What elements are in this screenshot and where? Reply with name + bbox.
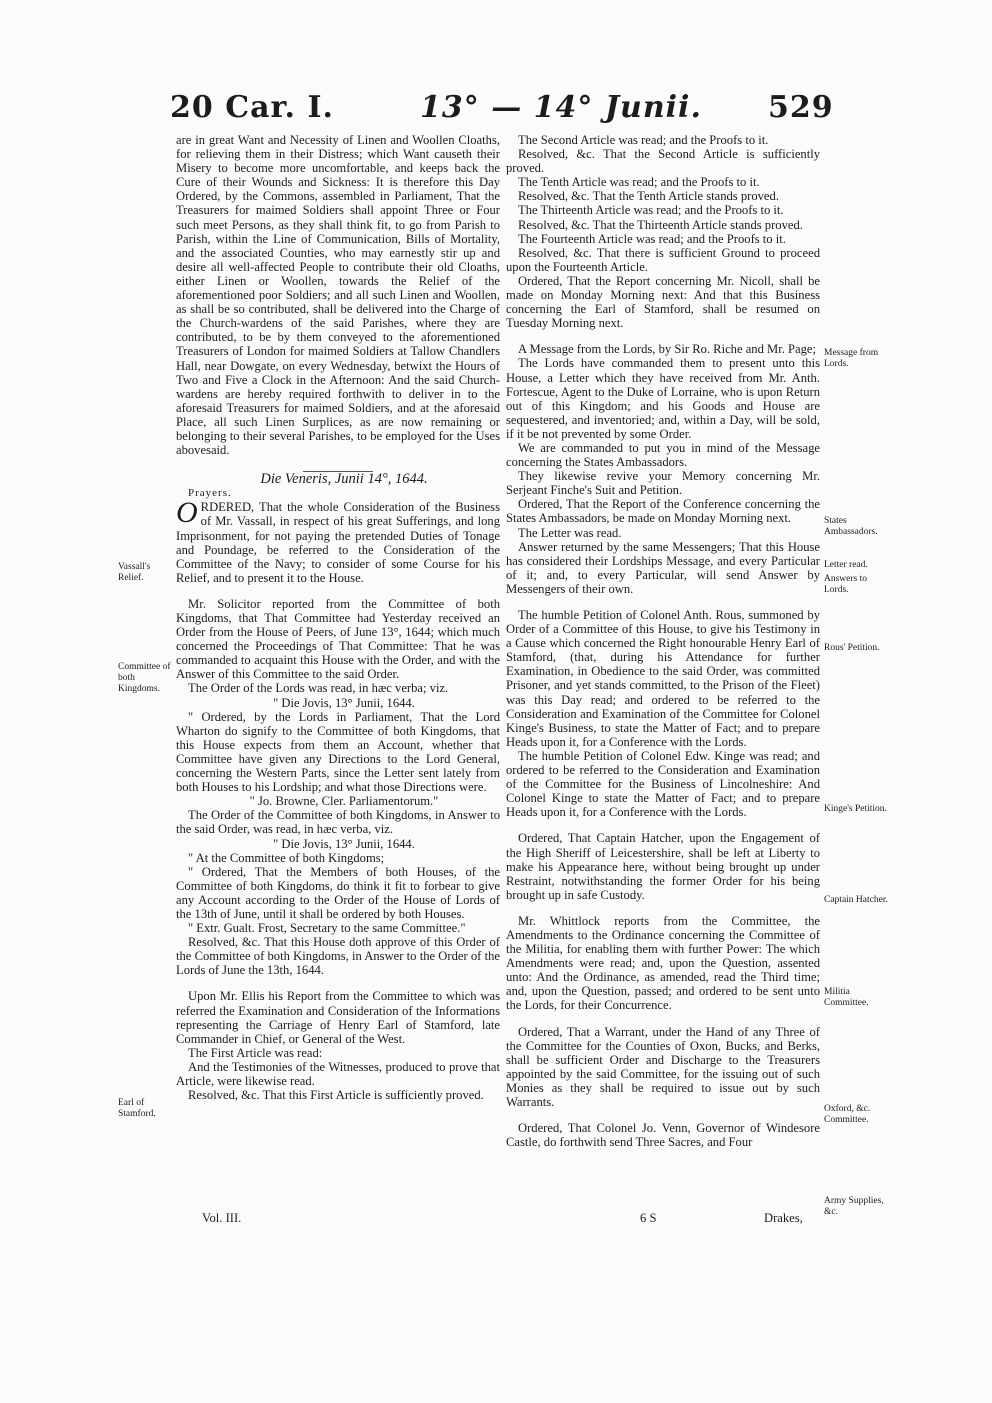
paragraph: The First Article was read: [188,1045,323,1060]
paragraph: Ordered, That the Report concerning Mr. Nicoll, shall be made on Monday Morning next: And that this Business concerning the Earl of Stamford, shall be resumed on Tuesday Morning next. [506,273,820,331]
quoted-date: " Die Jovis, 13° Junii, 1644. [273,836,415,851]
running-head-dates: 13° — 14° Junii. [420,90,702,125]
paragraph: Resolved, &c. That the Thirteenth Article stands proved. [518,217,803,232]
paragraph: We are commanded to put you in mind of the Message concerning the States Ambassadors. [506,440,820,470]
paragraph: Resolved, &c. That this House doth approve of this Order of the Committee of both Kingdoms, in Answer to the Order of the Lords of June the 13th, 1644. [176,935,500,978]
drop-cap: O [176,496,198,530]
margin-note-letter: Letter read. [824,560,868,570]
paragraph: " At the Committee of both Kingdoms; [188,850,385,865]
paragraph: The Thirteenth Article was read; and the Proofs to it. [518,203,784,218]
paragraph: Resolved, &c. That the Tenth Article stands proved. [518,189,779,204]
paragraph: The Lords have commanded them to present unto this House, a Letter which they have received from Mr. Anth. Fortescue, Agent to the Duke of Lorraine, who is upon Return out of this Kingdom; and his Goods and House are sequestered, and inventoried; and, within a Day, will be sold, if it be not prevented by some Order. [506,356,820,441]
paragraph: are in great Want and Necessity of Linen and Woollen Cloaths, for relieving them in their Distress; which Want causeth their Misery to become more uncomfortable, and keeps back the Cure of their Wounds and Sickness: It is therefore this Day Ordered, by the Commons, assembled in Parliament, That the Treasurers for maimed Soldiers shall appoint Three or Four such meet Persons, as they shall think fit, to go from Parish to Parish, within the Line of Communication, Bills of Mortality, and the associated Counties, who may earnestly stir up and desire all well-affected People to contribute their old Cloaths, either Linen or Woollen, towards the Relief of the aforementioned poor Soldiers; and all such Linen and Woollen, as shall be so contributed, shall be delivered into the Charge of the Church-wardens of the said Parishes, where they are contributed, to be by them conveyed to the aforementioned Treasurers of London for maimed Soldiers at Tallow Chandlers Hall, near Dowgate, on every Wednesday, betwixt the Hours of Two and Five a Clock in the Afternoon: And the said Church-wardens are hereby required forthwith to deliver in to the aforesaid Treasurers for maimed Soldiers, and at the aforesaid Place, all such Linen Surplices, as are now remaining or belonging to their several Parishes, to be employed for the Uses abovesaid. [176,133,500,458]
paragraph: Ordered, That the Report of the Conference concerning the States Ambassadors, be made on Monday Morning next. [506,497,820,526]
paragraph: Mr. Solicitor reported from the Committee of both Kingdoms, that That Committee had Yesterday received an Order from the House of Peers, of June 13°, 1644; which much concerned the Proceedings of That Committee: That he was commanded to acquaint this House with the Order, and with the Answer of this Committee to the said Order. [176,596,500,682]
paragraph: And the Testimonies of the Witnesses, produced to prove that Article, were likewise read. [176,1059,500,1088]
paragraph: Mr. Whittlock reports from the Committee, the Amendments to the Ordinance concerning the Committee of the Militia, for enabling them with further Power: The which Amendments were read; and, upon the Question, assented unto: And the Ordinance, as amended, read the Third time; and, upon the Question, passed; and ordered to be sent unto the Lords, for their Concurrence. [506,913,820,1013]
paragraph: The Letter was read. [518,525,622,540]
paragraph: Ordered, That Colonel Jo. Venn, Governor of Windesore Castle, do forthwith send Three Sacres, and Four [506,1121,820,1150]
signature-mark: 6 S [640,1211,657,1225]
margin-note-vassall: Vassall's Relief. [118,562,151,583]
paragraph: Resolved, &c. That this First Article is sufficiently proved. [188,1088,484,1103]
margin-note-message: Message from Lords. [824,348,879,369]
signature-line: " Extr. Gualt. Frost, Secretary to the same Committee." [188,921,466,936]
paragraph: The Fourteenth Article was read; and the Proofs to it. [518,231,786,246]
margin-note-answers: Answers to Lords. [824,574,868,595]
signature-line: " Jo. Browne, Cler. Parliamentorum." [249,794,439,809]
paragraph: The humble Petition of Colonel Edw. Kinge was read; and ordered to be referred to the Consideration and Examination of the Committee for the Business of Lincolneshire: And Colonel Kinge to state the Matter of Fact; and to prepare Heads upon it, for a Conference with the Lords. [506,748,820,820]
paragraph: The Tenth Article was read; and the Proofs to it. [518,175,760,190]
paragraph: Ordered, That Captain Hatcher, upon the Engagement of the High Sheriff of Leicestershire, shall be left at Liberty to make his Appearance here, without being brought up under Restraint, notwithstanding the former Order for his being brought up in safe Custody. [506,831,820,902]
page-number: 529 [768,90,834,125]
right-column [506,133,820,1149]
paragraph: Resolved, &c. That the Second Article is sufficiently proved. [506,147,820,176]
paragraph: Resolved, &c. That there is sufficient Ground to proceed upon the Fourteenth Article. [506,245,820,274]
paragraph: ORDERED, That the whole Consideration of the Business of Mr. Vassall, in respect of his great Sufferings, and long Imprisonment, for not paying the pretended Duties of Tonage and Poundage, be referred to the Consideration of the Committee of the Navy; to consider of some Course for his Relief, and to present it to the House. [176,496,500,585]
paragraph: The humble Petition of Colonel Anth. Rous, summoned by Order of a Committee of this House, to give his Testimony in a Cause which concerned the Right honourable Henry Earl of Stamford, (that, during his Attendance for further Examination, in Obedience to the said Order, was committed Prisoner, and yet stands committed, to the Prison of the Fleet) was this Day read; and ordered to be referred to the Consideration and Examination of the Committee for Colonel Kinge's Business, to state the Matter of Fact; and to prepare Heads upon it, for a Conference with the Lords. [506,608,820,749]
paragraph: They likewise revive your Memory concerning Mr. Serjeant Finche's Suit and Petition. [506,469,820,498]
margin-note-army: Army Supplies, &c. [824,1196,884,1217]
quoted-date: " Die Jovis, 13° Junii, 1644. [273,695,415,710]
margin-note-militia: Militia Committee. [824,987,869,1008]
prayers-label: Prayers. [188,487,232,500]
margin-note-states: States Ambassadors. [824,516,878,537]
margin-note-hatcher: Captain Hatcher. [824,895,888,905]
paragraph: The Order of the Committee of both Kingdoms, in Answer to the said Order, was read, in hæc verba, viz. [176,808,500,837]
paragraph: The Order of the Lords was read, in hæc verba; viz. [188,681,449,696]
day-heading: Die Veneris, Junii 14°, 1644. [260,471,428,488]
running-head-reign: 20 Car. I. [170,90,334,125]
margin-note-oxford: Oxford, &c. Committee. [824,1104,871,1125]
paragraph: " Ordered, That the Members of both Houses, of the Committee of both Kingdoms, do think it fit to forbear to give any Account according to the Order of the House of Lords of the 13th of June, until it shall be ordered by both Houses. [176,864,500,921]
catchword: Drakes, [764,1211,803,1225]
margin-note-rous: Rous' Petition. [824,643,880,653]
margin-note-committee: Committee of both Kingdoms. [118,662,171,694]
margin-note-kinge: Kinge's Petition. [824,804,887,814]
paragraph: Ordered, That a Warrant, under the Hand of any Three of the Committee for the Counties of Oxon, Bucks, and Berks, shall be sufficient Order and Discharge to the Treasurers appointed by the said Committee, for the issuing out of such Monies as they shall be required to issue out by such Warrants. [506,1024,820,1109]
paragraph: " Ordered, by the Lords in Parliament, That the Lord Wharton do signify to the Committee of both Kingdoms, that this House expects from them an Account, whether that Committee have given any Directions to the Lord General, concerning the Western Parts, since the Letter sent lately from both Houses to his Lordship; and what those Directions were. [176,709,500,795]
paragraph: Answer returned by the same Messengers; That this House has considered their Lordships Message, and every Particular of it; and, to every Particular, will send Answer by Messengers of their own. [506,539,820,596]
paragraph: A Message from the Lords, by Sir Ro. Riche and Mr. Page; [518,342,817,357]
paragraph: The Second Article was read; and the Proofs to it. [518,133,769,147]
paragraph: Upon Mr. Ellis his Report from the Committee to which was referred the Examination and Consideration of the Informations representing the Carriage of Henry Earl of Stamford, late Commander in Chief, or General of the West. [176,989,500,1046]
left-column [176,133,500,1102]
margin-note-earl: Earl of Stamford. [118,1098,156,1119]
volume-label: Vol. III. [202,1211,242,1225]
